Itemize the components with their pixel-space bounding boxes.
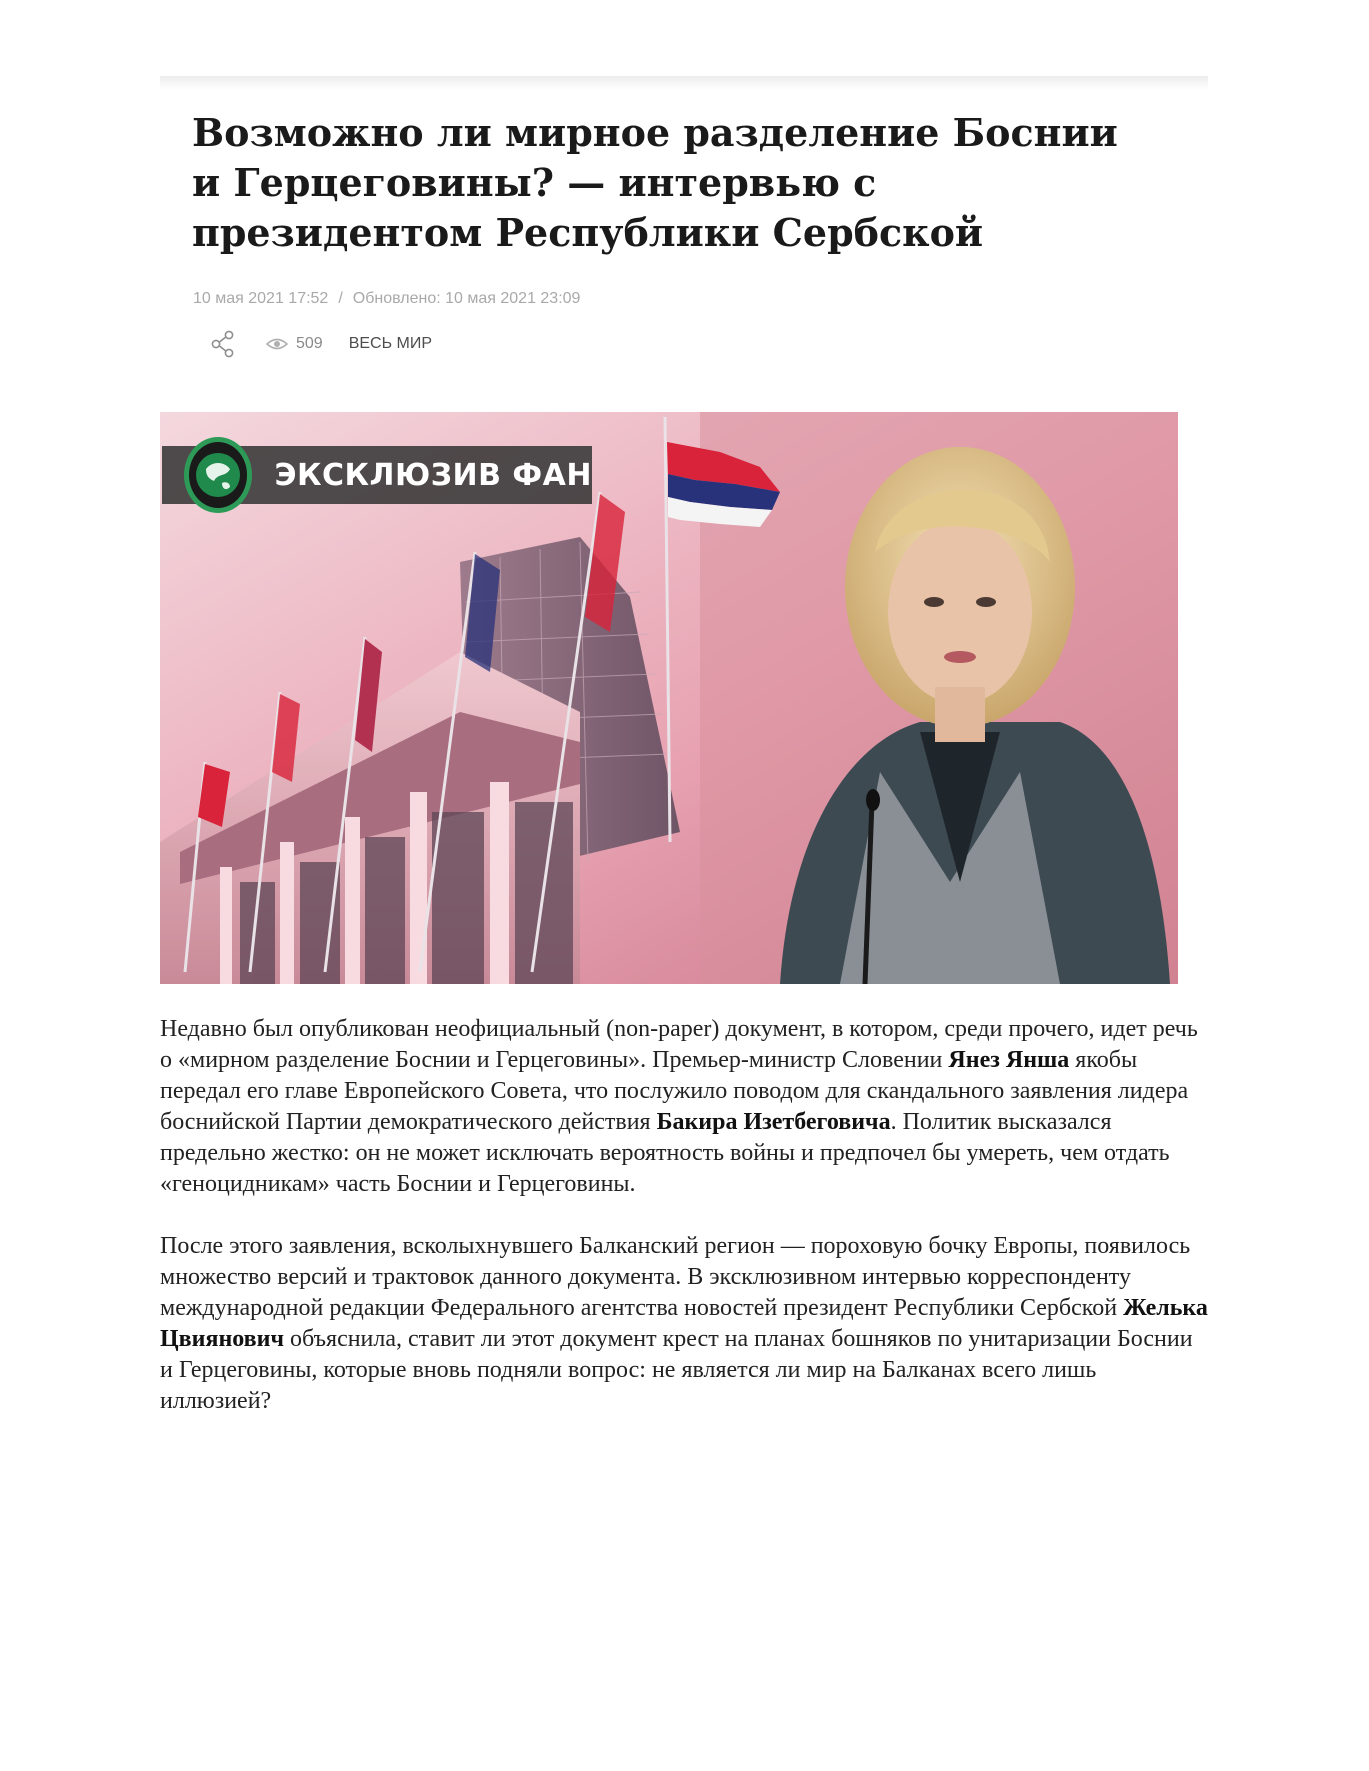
- share-button[interactable]: [208, 329, 238, 359]
- text-run: объяснила, ставит ли этот документ крест на планах бошняков по унитаризации Боснии и Герцеговины, которые вновь подняли вопрос: не является ли мир на Балканах всего лишь иллюзией?: [160, 1326, 1193, 1414]
- updated-date: Обновлено: 10 мая 2021 23:09: [352, 290, 581, 307]
- paragraph-2: [160, 1231, 1210, 1417]
- meta-separator: /: [338, 290, 343, 307]
- person-name: Желька Цвиянович: [160, 1295, 1208, 1352]
- exclusive-badge: [162, 446, 592, 504]
- text-run: якобы передал его главе Европейского Совета, что послужило поводом для скандального заявления лидера боснийской Партии демократического действия: [160, 1047, 1189, 1135]
- badge-label: ЭКСКЛЮЗИВ ФАН: [274, 457, 592, 493]
- hero-image: [160, 412, 1178, 984]
- article-meta: [193, 290, 580, 308]
- text-run: Недавно был опубликован неофициальный (non-paper) документ, в котором, среди прочего, идет речь о «мирном разделение Боснии и Герцеговины». Премьер-министр Словении: [160, 1016, 1198, 1073]
- publish-date: 10 мая 2021 17:52: [193, 290, 329, 307]
- view-count-value: 509: [296, 335, 323, 352]
- person-name: Янез Янша: [948, 1047, 1070, 1073]
- text-run: После этого заявления, всколыхнувшего Балканский регион — пороховую бочку Европы, появилось множество версий и трактовок данного документа. В эксклюзивном интервью корреспонденту международной редакции Федерального агентства новостей президент Республики Сербской: [160, 1233, 1191, 1321]
- view-count: [266, 335, 323, 353]
- article-toolbar: [208, 326, 432, 362]
- header-shadow: [160, 76, 1208, 90]
- category-link[interactable]: ВЕСЬ МИР: [348, 335, 433, 352]
- article-title: Возможно ли мирное разделение Боснии и Герцеговины? — интервью с президентом Республики Сербской: [192, 110, 1118, 255]
- eye-icon: [266, 337, 288, 351]
- article-body: [160, 1014, 1210, 1448]
- share-icon: [210, 330, 236, 358]
- globe-icon: [184, 437, 252, 513]
- person-name: Бакира Изетбеговича: [656, 1109, 891, 1135]
- paragraph-1: [160, 1014, 1210, 1200]
- text-run: . Политик высказался предельно жестко: он не может исключать вероятность войны и предпочел бы умереть, чем отдать «геноцидникам» часть Боснии и Герцеговины.: [160, 1109, 1170, 1197]
